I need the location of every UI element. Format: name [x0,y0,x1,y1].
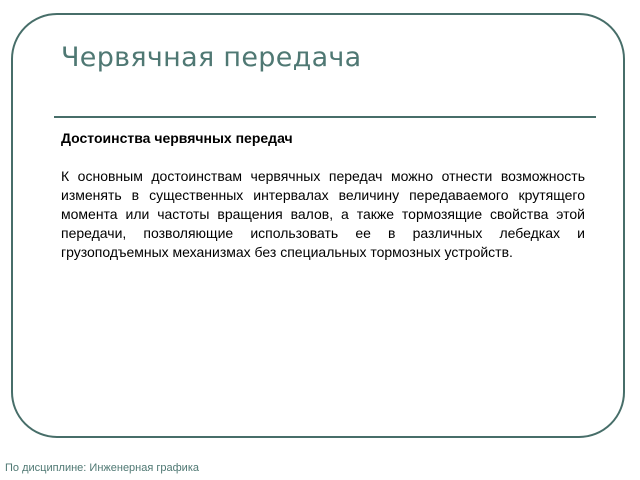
slide-content [61,129,585,262]
slide-title: Червячная передача [61,42,362,73]
title-divider [54,116,596,118]
content-paragraph: К основным достоинствам червячных передач можно отнести возможность изменять в существенных интервалах величину передаваемого крутящего момента или частоты вращения валов, а также тормозящие свойства этой передачи, позволяющие использовать ее в различных лебедках и грузоподъемных механизмах без специальных тормозных устройств. [61,168,585,260]
footer-discipline: По дисциплине: Инженерная графика [5,462,199,474]
content-subheading: Достоинства червячных передач [61,130,293,146]
